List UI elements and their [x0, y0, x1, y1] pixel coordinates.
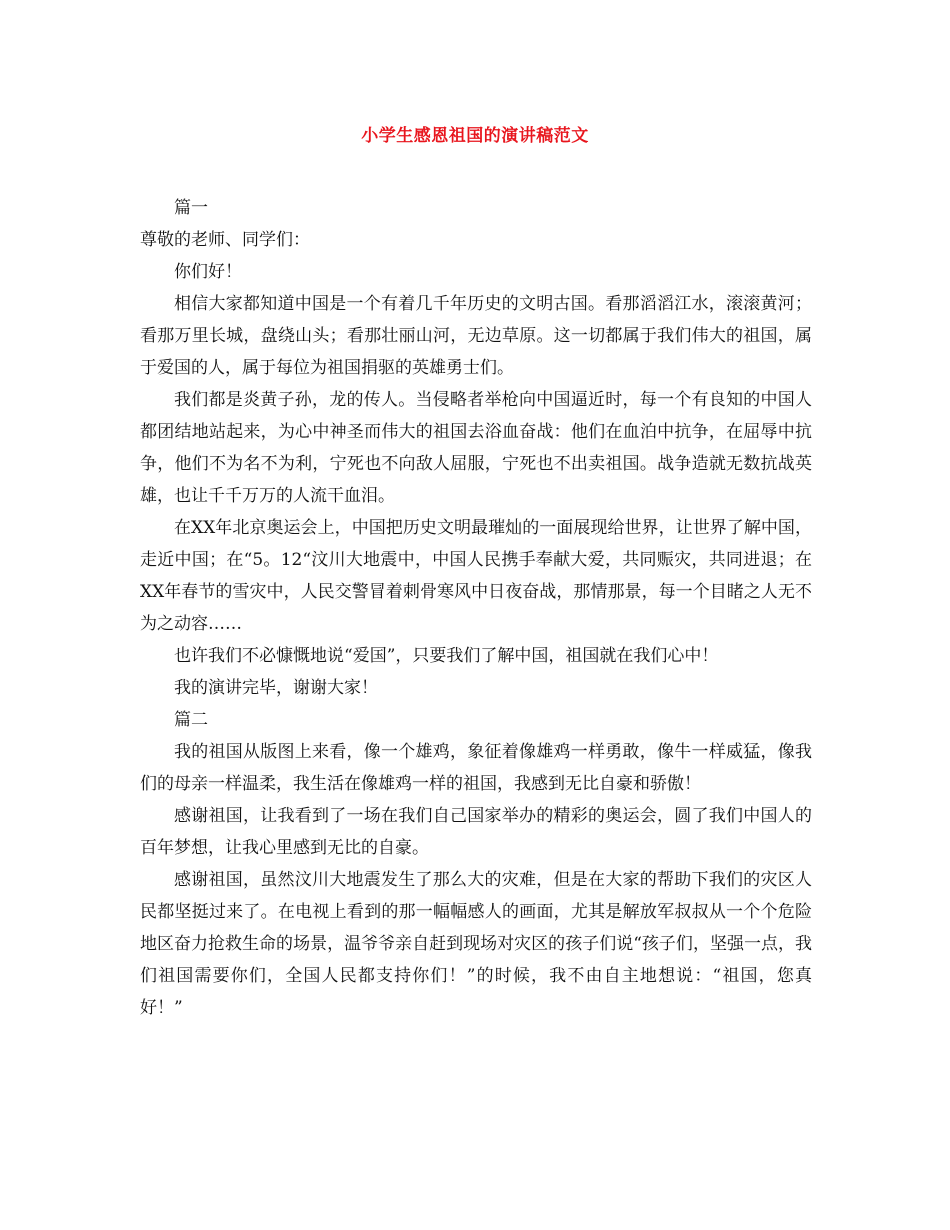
paragraph: 感谢祖国，让我看到了一场在我们自己国家举办的精彩的奥运会，圆了我们中国人的百年梦想，让我心里感到无比的自豪。	[140, 806, 812, 858]
paragraph: 相信大家都知道中国是一个有着几千年历史的文明古国。看那滔滔江水，滚滚黄河；看那万里长城，盘绕山头；看那壮丽山河，无边草原。这一切都属于我们伟大的祖国，属于爱国的人，属于每位为祖国捐驱的英雄勇士们。	[140, 294, 812, 378]
paragraph: 你们好！	[174, 262, 242, 282]
paragraph: 我的祖国从版图上来看，像一个雄鸡，象征着像雄鸡一样勇敢，像牛一样威猛，像我们的母亲一样温柔，我生活在像雄鸡一样的祖国，我感到无比自豪和骄傲！	[140, 742, 812, 794]
paragraph: 我的演讲完毕，谢谢大家！	[174, 678, 378, 698]
paragraph: 感谢祖国，虽然汶川大地震发生了那么大的灾难，但是在大家的帮助下我们的灾区人民都坚挺过来了。在电视上看到的那一幅幅感人的画面，尤其是解放军叔叔从一个个危险地区奋力抢救生命的场景，温爷爷亲自赶到现场对灾区的孩子们说“孩子们，坚强一点，我们祖国需要你们，全国人民都支持你们！”的时候，我不由自主地想说：“祖国，您真好！”	[140, 870, 812, 1018]
paragraph: 在XX年北京奥运会上，中国把历史文明最璀灿的一面展现给世界，让世界了解中国，走近中国；在“5。12“汶川大地震中，中国人民携手奉献大爱，共同赈灾，共同进退；在XX年春节的雪灾中，人民交警冒着刺骨寒风中日夜奋战，那情那景，每一个目睹之人无不为之动容……	[140, 518, 812, 634]
paragraph: 篇一	[174, 198, 208, 218]
paragraph: 我们都是炎黄子孙，龙的传人。当侵略者举枪向中国逼近时，每一个有良知的中国人都团结地站起来，为心中神圣而伟大的祖国去浴血奋战：他们在血泊中抗争，在屈辱中抗争，他们不为名不为利，宁死也不向敌人屈服，宁死也不出卖祖国。战争造就无数抗战英雄，也让千千万万的人流干血泪。	[140, 390, 812, 506]
paragraph: 篇二	[174, 710, 208, 730]
document-body	[140, 192, 812, 1024]
document-title: 小学生感恩祖国的演讲稿范文	[361, 126, 589, 146]
paragraph: 也许我们不必慷慨地说“爱国”，只要我们了解中国，祖国就在我们心中！	[174, 646, 719, 666]
paragraph: 尊敬的老师、同学们：	[140, 230, 310, 250]
